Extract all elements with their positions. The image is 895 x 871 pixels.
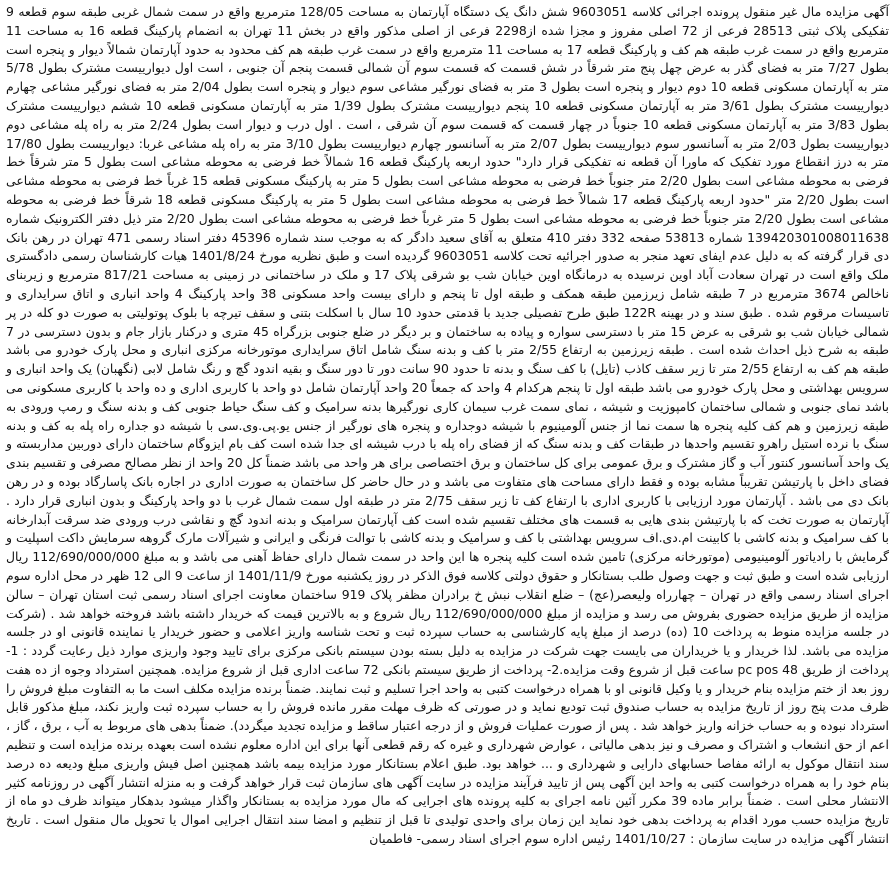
auction-notice-text: آگهی مزایده مال غیر منقول پرونده اجرائی کلاسه 9603051 شش دانگ یک دستگاه آپارتمان به مساحت 128/05 مترمربع واقع در سمت شمال غربی طبقه سوم قطعه 9 تفکیکی پلاک ثبتی 28513 فرعی از 72 اصلی مفروز و مجزا شده از2298 فرعی از اصلی مذکور واقع در بخش 11 تهران به انضمام پارکینگ قطعه 16 به مساحت 11 مترمربع واقع در سمت غرب طبقه هم کف و پارکینگ قطعه 17 به مساحت 11 مترمربع واقع در سمت غرب طبقه هم کف محدود به حدود آپارتمان شمالاً دیوار و پنجره است بطول 7/27 متر به فضای گذر به عرض چهل پنج متر شرقاً در شش قسمت که قسمت سوم آن شمالی قسمت پنجم آن جنوبی ، است اول دیوارییست مشترک بطول 5/78 متر به آپارتمان مسکونی قطعه 10 دوم دیوار و پنجره است بطول 3 متر به فضای نورگیر مشاعی سوم دیوار و پنجره است بطول 2/04 متر به فضای نورگیر مشاعی چهارم دیوارییست مشترک بطول 3/61 متر به آپارتمان مسکونی قطعه 10 پنجم دیوارییست مشترک بطول 1/39 متر به آپارتمان مسکونی قطعه 10 ششم دیوارییست مشترک بطول 3/83 متر به آپارتمان مسکونی قطعه 10 جنوباً در چهار قسمت که قسمت سوم آن شرقی ، است . اول درب و دیوار است بطول 2/24 متر به راه پله مشاعی دوم دیوارییست بطول 2/03 متر به آسانسور سوم دیوارییست بطول 2/07 متر به آسانسور چهارم دیوارییست بطول 3/10 متر به راه پله مشاعی غربا: دیوارییست بطول 17/80 متر به درز انقطاع مورد تفکیک که ماورا آن قطعه نه تفکیکی قرار دارد" حدود اربعه پارکینگ قطعه 16 شمالاً خط فرضی به محوطه مشاعی است بطول 5 متر شرقاً خط فرضی به محوطه مشاعی است بطول 2/20 متر جنوباً خط فرضی به محوطه مشاعی است بطول 5 متر به پارکینگ مسکونی قطعه 15 غرباً خط فرضی به محوطه مشاعی است بطول 2/20 متر "حدود اربعه پارکینگ قطعه 17 شمالاً خط فرضی به محوطه مشاعی است بطول 5 متر به پارکینگ مسکونی قطعه 18 شرقاً خط فرضی به محوطه مشاعی است بطول 2/20 متر جنوباً خط فرضی به محوطه مشاعی است بطول 5 متر غرباً خط فرضی به محوطه مشاعی است بطول 2/20 متر ذیل دفتر الکترونیک شماره 139420301008011638 شماره 53813 صفحه 332 دفتر 410 متعلق به آقای سعید دادگر که به موجب سند شماره 45396 دفتر اسناد رسمی 471 تهران در رهن بانک دی قرار گرفته که به دلیل عدم ایفای تعهد منجر به صدور اجرائیه تحت کلاسه 9603051 گردیده است و طبق نظریه مورخ 1401/8/24 هیات کارشناسان رسمی دادگستری ملک واقع است در تهران سعادت آباد اوین نرسیده به درمانگاه اوین خیابان شب بو شرقی پلاک 17 و ملک در ساختمانی در زمینی به مساحت 817/21 مترمربع و زیربنای ناخالص 3674 مترمربع در 7 طبقه شامل زیرزمین طبقه همکف و طبقه اول تا پنجم و دارای بیست واحد مسکونی 38 واحد پارکینگ 4 واحد انباری و اتاق سرایداری و تاسیسات مرقوم شده . طبق سند و در بهینه 122R طبق طرح تفصیلی جدید با قدمتی حدود 10 سال با اسکلت بتنی و سقف تیرچه با بلوک پوتولیتی به صورت دو کله در پر شمالی خیابان شب بو شرقی به عرض 15 متر با دسترسی سواره و پیاده به ساختمان و بر دیگر در ضلع جنوبی بزرگراه 45 متری و درکنار بازار جام و بدون دسترسی در 7 طبقه به شرح ذیل احداث شده است . طبقه زیرزمین به ارتفاع 2/55 متر با کف و بدنه سنگ شامل اتاق سرایداری موتورخانه مرکزی انباری و محل پارک خودرو می باشد طبقه هم کف به ارتفاع 2/55 متر تا زیر سقف کاذب (تایل) با کف سنگ و بدنه تا حدود 90 سانت دور تا دور سنگ و بقیه اندود گچ و رنگ شامل لابی (نگهبان) یک واحد انباری و سرویس بهداشتی و محل پارک خودرو می باشد طبقه اول تا پنجم هرکدام 4 واحد که جمعاً 20 واحد آپارتمان شامل دو واحد با کاربری اداری و ده واحد با کاربری مسکونی می باشد نمای جنوبی و شمالی ساختمان کامپوزیت و شیشه ، نمای سمت غرب سیمان کاری نورگیرها بدنه سرامیک و کف سنگ حیاط جنوبی کف و بدنه سنگ و رمپ ورودی به طبقه زیرزمین و هم کف کلیه پنجره ها سمت نما از جنس آلومینیوم با شیشه دوجداره و پنجره های نورگیر از جنس یو.پی.وی.سی با شیشه دو جداره راه پله به کف و بدنه سنگ با نرده استیل راهرو تقسیم واحدها در طبقات کف و بدنه سنگ که از فضای راه پله با درب شیشه ای جدا شده است کف بام ایزوگام ساختمان دارای دوربین مداربسته و یک واحد آسانسور کنتور آب و گاز مشترک و برق عمومی برای کل ساختمان و برق اختصاصی برای هر واحد می باشد ضمناً کل 20 واحد از نظر مصالح مصرفی و تقسیم بندی فضای داخل با پارتیشن تقریباً مشابه بوده و فقط دارای مساحت های متفاوت می باشد و در حال حاضر کل ساختمان به صورت اداری در اجاره بانک پاسارگاد بوده و در رهن بانک دی می باشد . آپارتمان مورد ارزیابی با کاربری اداری با ارتفاع کف تا زیر سقف 2/75 متر در طبقه اول سمت شمال غرب با دو واحد پارکینگ و بدون انباری قرار دارد . آپارتمان به صورت تخت که با پارتیشن بندی هایی به قسمت های مختلف تقسیم شده است کف آپارتمان سرامیک و بدنه اندود گچ و نقاشی درب ورودی ضد سرقت آبدارخانه با کف سرامیک و بدنه کاشی با کابینت ام.دی.اف سرویس بهداشتی با کف و سرامیک و بدنه کاشی با توالت فرنگی و ایرانی و شیرآلات مارک گروهه سرمایش داکت اسپلیت و گرمایش با رادیاتور آلومینیومی (موتورخانه مرکزی) تامین شده است کلیه پنجره ها این واحد در سمت شمال دارای حفاظ آهنی می باشد و به مبلغ 112/690/000/000 ریال ارزیابی شده است و طبق ثبت و جهت وصول طلب بستانکار و حقوق دولتی کلاسه فوق الذکر در روز یکشنبه مورخ 1401/11/9 از ساعت 9 الی 12 ظهر در محل اداره سوم اجرای اسناد رسمی واقع در تهران – چهارراه ولیعصر(عج) – ضلع انقلاب نبش خ برادران مظفر پلاک 919 ساختمان معاونت اجرای اسناد رسمی ثبت استان تهران – سالن مزایده از طریق مزایده حضوری بفروش می رسد و مزایده از مبلغ 112/690/000/000 ریال شروع و به بالاترین قیمت که خریدار داشته باشد فروخته خواهد شد . (شرکت در جلسه مزایده منوط به پرداخت 10 (ده) درصد از مبلغ پایه کارشناسی به حساب سپرده ثبت و تحت شناسه واریز اعلامی و حضور خریدار یا نماینده قانونی او در جلسه مزایده می باشد. لذا خریدار و یا خریداران می بایست جهت شرکت در مزایده به دلیل بسته بودن سیستم بانکی مرکزی برای تایید وجود واریزی موارد ذیل رعایت گردد : 1- پرداخت از طریق pc pos 48 ساعت قبل از شروع وقت مزایده.2- پرداخت از طریق سیستم بانکی 72 ساعت اداری قبل از شروع مزایده. همچنین استرداد وجوه از ده هفت روز بعد از ختم مزایده بنام خریدار و یا وکیل قانونی او با همراه درخواست کتبی به واحد اجرا تسلیم و ثبت نمایند. ضمناً برنده مزایده مکلف است ما به التفاوت مبلغ فروش را ظرف مدت پنج روز از تاریخ مزایده به حساب صندوق ثبت تودیع نماید و در صورتی که ظرف مهلت مقرر مانده فروش را به حساب سپرده ثبت واریز نکند، مبلغ مذکور قابل استرداد نبوده و به حساب خزانه واریز خواهد شد . پس از صورت عملیات فروش و از درجه اعتبار ساقط و مزایده تجدید میگردد). ضمناً بدهی های مربوط به آب ، برق ، گاز ، اعم از حق انشعاب و اشتراک و مصرف و نیز بدهی مالیاتی ، عوارض شهرداری و غیره که رقم قطعی آنها برای این اداره معلوم نشده است بعهده برنده مزایده است و تنظیم سند انتقال موکول به ارائه مفاصا حسابهای دارایی و شهرداری و ... خواهد بود. طبق اعلام بستانکار مورد مزایده بیمه باشد همچنین اصل فیش واریزی مبلغ ودیعه ده درصد بنام خود را به همراه درخواست کتبی به واحد این آگهی پس از تایید فرآیند مزایده در سایت آگهی های سازمان ثبت قرار خواهد گرفت و به منزله انتشار آگهی در روزنامه کثیر الانتشار محلی است . ضمناً برابر ماده 39 مکرر آئین نامه اجرای به کلیه پرونده های اجرایی که مال مورد مزایده به بستانکار واگذار میشود بدهکار میتواند ظرف دو ماه از تاریخ مزایده حسب مورد اقدام به پرداخت بدهی خود نماید این زمان برای واحدی تولیدی تا قبل از تنظیم و امضا سند انتقال اجرایی اموال یا تحویل مال منقول است . تاریخ انتشار آگهی مزایده در سایت سازمان : 1401/10/27 رئیس اداره سوم اجرای اسناد رسمی- فاطمیان (6, 4, 890, 847)
